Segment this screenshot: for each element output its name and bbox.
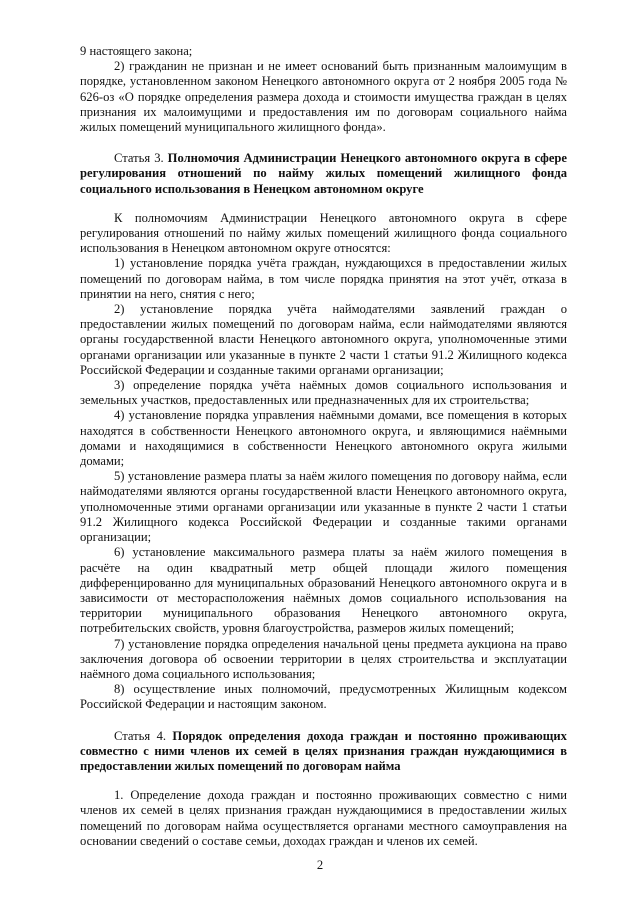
spacer (80, 713, 567, 729)
article-3-title: Полномочия Администрации Ненецкого автономного округа в сфере регулирования отношений по найму жилых помещений жилищного фонда социального использования в Ненецком автономном округе (80, 151, 568, 196)
article-3-item-8: 8) осуществление иных полномочий, предусмотренных Жилищным кодексом Российской Федерации и настоящим законом. (80, 682, 567, 712)
article-4-heading (80, 729, 567, 775)
article-4-title: Порядок определения дохода граждан и постоянно проживающих совместно с ними членов их семей в целях признания граждан нуждающимися в предоставлении жилых помещений по договорам найма (80, 728, 567, 773)
article-3-item-3: 3) определение порядка учёта наёмных домов социального использования и земельных участков, предоставленных или предназначенных для их строительства; (80, 378, 567, 408)
article-3-item-7: 7) установление порядка определения начальной цены предмета аукциона на право заключения договора об освоении территории в целях строительства и эксплуатации наёмного дома социального использования; (80, 636, 567, 681)
spacer (80, 774, 567, 788)
article-3-item-4: 4) установление порядка управления наёмными домами, все помещения в которых находятся в собственности Ненецкого автономного округа, и являющимися наёмными домами и находящимися в собственности Ненецкого автономного округа жилыми домами; (80, 408, 567, 469)
spacer (80, 135, 567, 151)
article-4-prefix: Статья 4. (114, 728, 167, 743)
article-3-prefix: Статья 3. (114, 151, 164, 166)
article-3-item-6: 6) установление максимального размера платы за наём жилого помещения в расчёте на один квадратный метр общей площади жилого помещения дифференцированно для муниципальных образований Ненецкого автономного округа и в зависимости от месторасположения наёмных домов социального использования на территории муниципального образования Ненецкого автономного округа, потребительских свойств, уровня благоустройства, размеров жилых помещений; (80, 545, 567, 636)
article-4-paragraph-1: 1. Определение дохода граждан и постоянно проживающих совместно с ними членов их семей в целях признания граждан нуждающимися в предоставлении жилых помещений по договорам найма осуществляется органами местного самоуправления на основании сведений о составе семьи, доходах граждан и членов их семей. (80, 788, 567, 848)
document-page (80, 44, 567, 849)
article-3-heading (80, 151, 567, 197)
article-3-item-1: 1) установление порядка учёта граждан, нуждающихся в предоставлении жилых помещений по договорам найма, в том числе порядка принятия на этот учёт, отказа в принятии на него, снятия с него; (80, 256, 567, 301)
intro-item-2: 2) гражданин не признан и не имеет оснований быть признанным малоимущим в порядке, установленном законом Ненецкого автономного округа от 2 ноября 2005 года № 626-оз «О порядке определения размера дохода и стоимости имущества граждан в целях признания их малоимущими и предоставления им по договорам социального найма жилых помещений муниципального жилищного фонда». (80, 59, 567, 135)
page-number: 2 (316, 858, 324, 872)
article-3-item-5: 5) установление размера платы за наём жилого помещения по договору найма, если наймодателями являются органы государственной власти Ненецкого автономного округа, уполномоченные этими органами организации или указанные в пункте 2 части 1 статьи 91.2 Жилищного кодекса Российской Федерации и созданные такими органами организации; (80, 469, 567, 545)
spacer (80, 197, 567, 211)
article-3-lead: К полномочиям Администрации Ненецкого автономного округа в сфере регулирования отношений по найму жилых помещений жилищного фонда социального использования в Ненецком автономном округе относятся: (80, 210, 567, 256)
continuation-line: 9 настоящего закона; (80, 44, 193, 58)
article-3-item-2: 2) установление порядка учёта наймодателями заявлений граждан о предоставлении жилых помещений по договорам найма, если наймодателями являются органы государственной власти Ненецкого автономного округа, уполномоченные этими органами организации или указанные в пункте 2 части 1 статьи 91.2 Жилищного кодекса Российской Федерации и созданные такими органами организации; (80, 302, 567, 377)
